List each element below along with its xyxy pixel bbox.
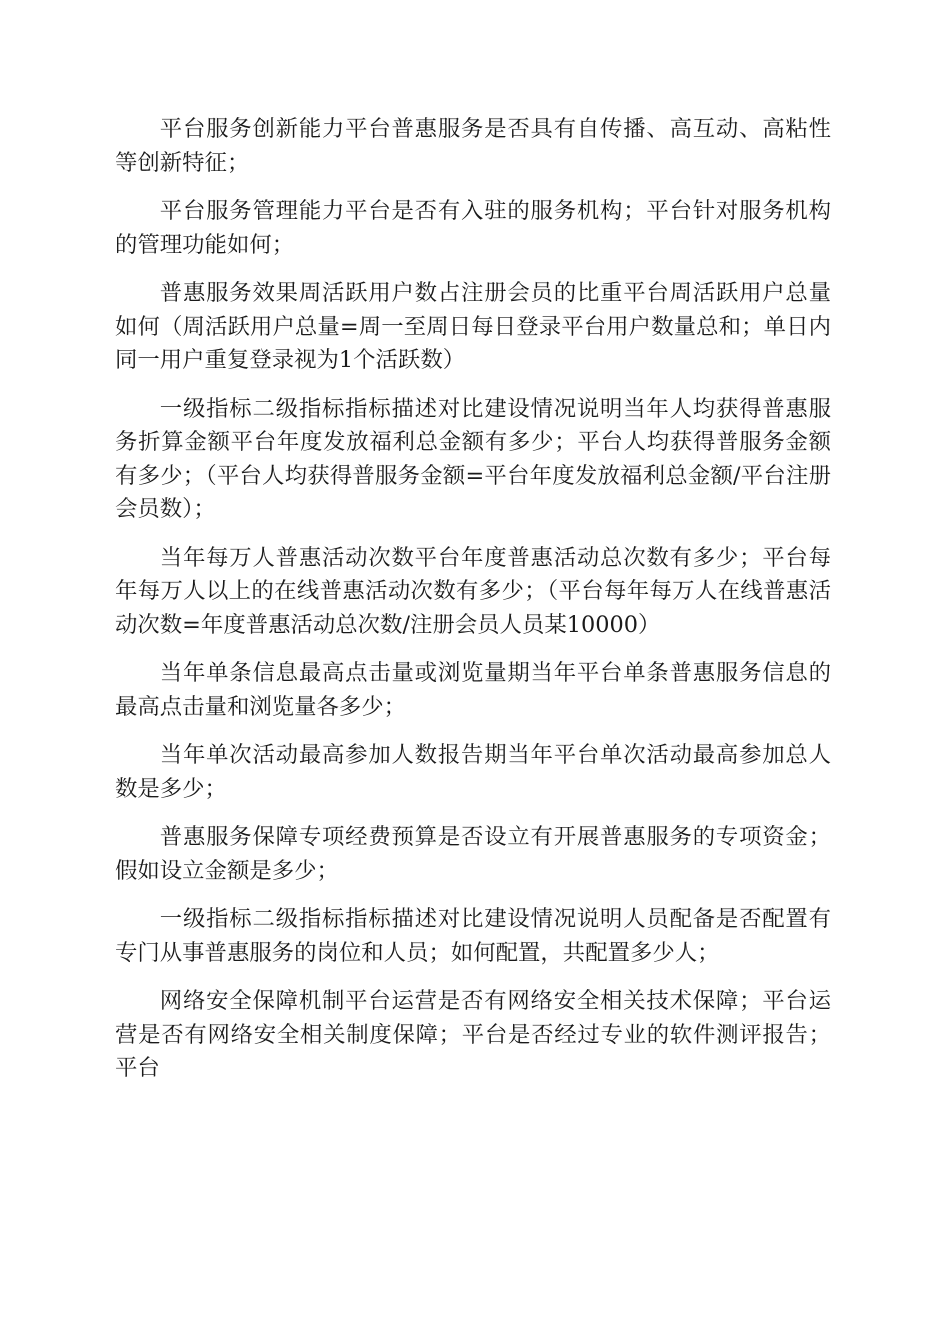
paragraph-per-capita-benefit: 一级指标二级指标指标描述对比建设情况说明当年人均获得普惠服务折算金额平台年度发放福利总金额有多少；平台人均获得普服务金额有多少；（平台人均获得普服务金额=平台年度发放福利总金额/平台注册会员数）； <box>115 395 831 522</box>
paragraph-staffing: 一级指标二级指标指标描述对比建设情况说明人员配备是否配置有专门从事普惠服务的岗位和人员；如何配置，共配置多少人； <box>115 906 831 966</box>
paragraph-max-clicks: 当年单条信息最高点击量或浏览量期当年平台单条普惠服务信息的最高点击量和浏览量各多少； <box>115 660 831 720</box>
paragraph-activities-per-10k: 当年每万人普惠活动次数平台年度普惠活动总次数有多少；平台每年每万人以上的在线普惠活动次数有多少；（平台每年每万人在线普惠活动次数=年度普惠活动总次数/注册会员人员某10000） <box>115 544 831 638</box>
paragraph-max-participants: 当年单次活动最高参加人数报告期当年平台单次活动最高参加总人数是多少； <box>115 742 831 802</box>
document-body <box>115 113 831 1101</box>
paragraph-special-funds: 普惠服务保障专项经费预算是否设立有开展普惠服务的专项资金；假如设立金额是多少； <box>115 824 831 884</box>
paragraph-platform-management: 平台服务管理能力平台是否有入驻的服务机构；平台针对服务机构的管理功能如何； <box>115 198 831 258</box>
paragraph-network-security: 网络安全保障机制平台运营是否有网络安全相关技术保障；平台运营是否有网络安全相关制度保障；平台是否经过专业的软件测评报告；平台 <box>115 988 831 1081</box>
paragraph-weekly-active-users: 普惠服务效果周活跃用户数占注册会员的比重平台周活跃用户总量如何（周活跃用户总量=周一至周日每日登录平台用户数量总和；单日内同一用户重复登录视为1个活跃数） <box>115 280 831 373</box>
paragraph-platform-innovation: 平台服务创新能力平台普惠服务是否具有自传播、高互动、高粘性等创新特征； <box>115 116 831 176</box>
